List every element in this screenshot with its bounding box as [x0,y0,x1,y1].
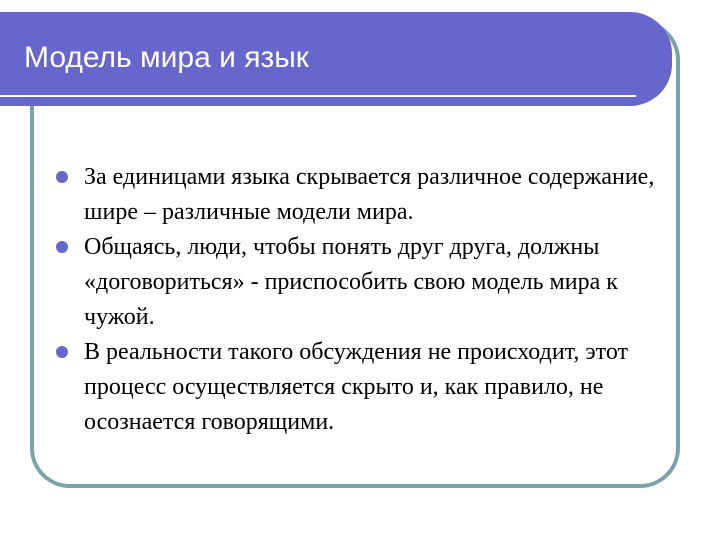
bullet-dot-icon [56,346,68,358]
bullet-dot-icon [56,171,68,183]
slide-title: Модель мира и язык [24,41,309,74]
bullet-text: В реальности такого обсуждения не происходит, этот процесс осуществляется скрыто и, как правило, не осознается говорящими. [84,339,628,435]
bullet-list [54,160,674,440]
bullet-item [54,160,674,230]
bullet-dot-icon [56,241,68,253]
title-underline [0,95,636,97]
bullet-item [54,335,674,440]
bullet-text: За единицами языка скрывается различное содержание, шире – различные модели мира. [84,164,655,225]
bullet-text: Общаясь, люди, чтобы понять друг друга, должны «договориться» - приспособить свою модель мира к чужой. [84,234,618,330]
bullet-item [54,230,674,335]
